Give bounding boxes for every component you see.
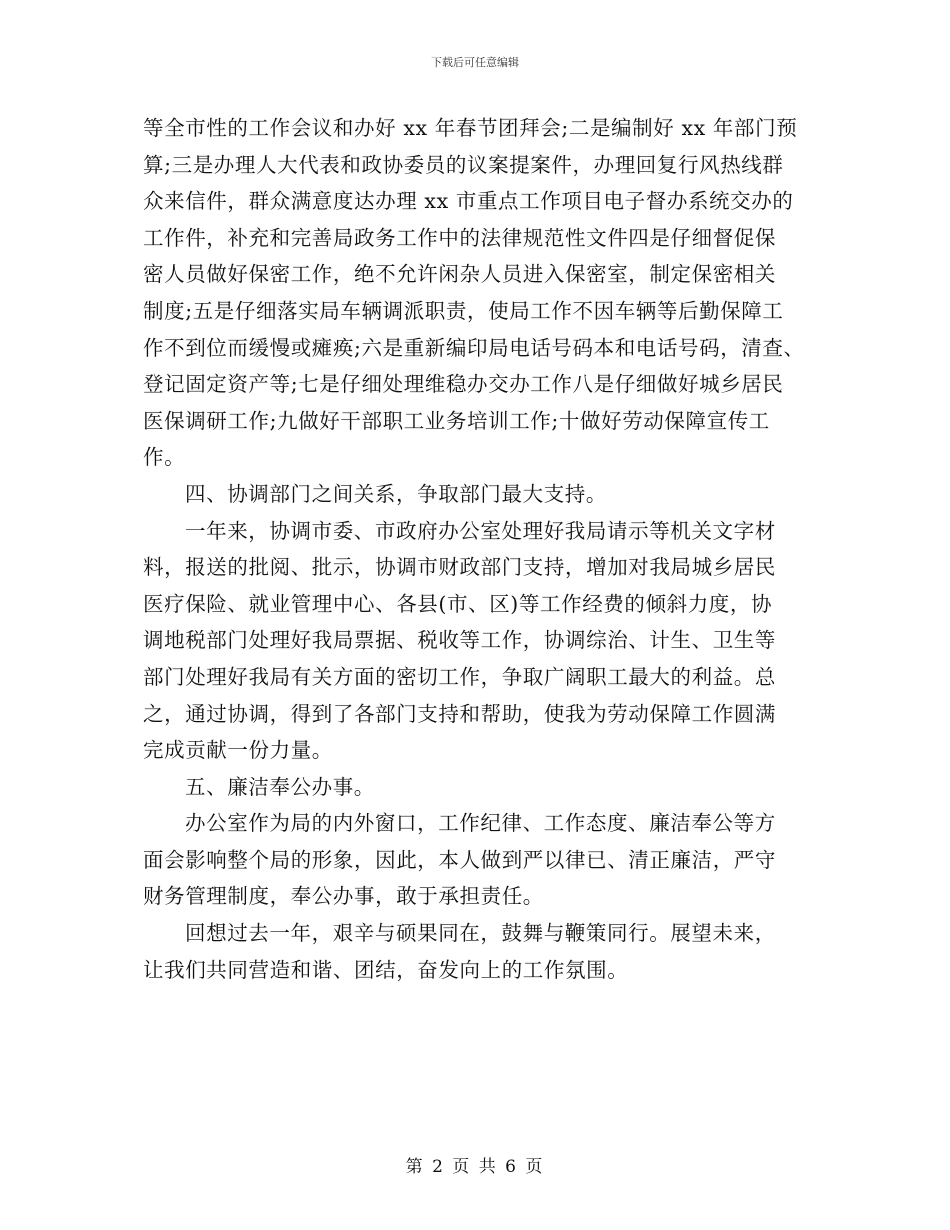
text-line: 作。 — [143, 445, 186, 470]
section-heading: 五、廉洁奉公办事。 — [185, 774, 375, 799]
text-line: 调地税部门处理好我局票据、税收等工作，协调综治、计生、卫生等 — [143, 628, 776, 653]
text-line: 完成贡献一份力量。 — [143, 738, 333, 763]
text-line: 医保调研工作;九做好干部职工业务培训工作;十做好劳动保障宣传工 — [143, 408, 770, 433]
text-line: 密人员做好保密工作，绝不允许闲杂人员进入保密室，制定保密相关 — [143, 262, 776, 287]
page-header: 下载后可任意编辑 — [431, 56, 519, 69]
text-line: 医疗保险、就业管理中心、各县(市、区)等工作经费的倾斜力度，协 — [143, 591, 773, 616]
text-line: 算;三是办理人大代表和政协委员的议案提案件，办理回复行风热线群 — [143, 152, 784, 177]
text-line: 制度;五是仔细落实局车辆调派职责，使局工作不因车辆等后勤保障工 — [143, 298, 784, 323]
text-line: 财务管理制度，奉公办事，敢于承担责任。 — [143, 884, 544, 909]
text-line: 面会影响整个局的形象，因此，本人做到严以律已、清正廉洁，严守 — [143, 847, 776, 872]
document-body — [143, 110, 815, 988]
text-line: 作不到位而缓慢或瘫痪;六是重新编印局电话号码本和电话号码，清查、 — [143, 335, 805, 360]
text-line: 登记固定资产等;七是仔细处理维稳办交办工作八是仔细做好城乡居民 — [143, 372, 784, 397]
text-line: 让我们共同营造和谐、团结，奋发向上的工作氛围。 — [143, 957, 629, 982]
text-line: 工作件，补充和完善局政务工作中的法律规范性文件四是仔细督促保 — [143, 225, 776, 250]
text-line: 众来信件，群众满意度达办理 xx 市重点工作项目电子督办系统交办的 — [143, 189, 794, 214]
text-line: 等全市性的工作会议和办好 xx 年春节团拜会;二是编制好 xx 年部门预 — [143, 116, 798, 140]
text-line: 之，通过协调，得到了各部门支持和帮助，使我为劳动保障工作圆满 — [143, 701, 776, 726]
text-line: 回想过去一年，艰辛与硕果同在，鼓舞与鞭策同行。展望未来， — [185, 921, 776, 946]
text-line: 部门处理好我局有关方面的密切工作，争取广阔职工最大的利益。总 — [143, 664, 776, 689]
section-heading: 四、协调部门之间关系，争取部门最大支持。 — [185, 481, 607, 506]
page-number-footer: 第 2 页 共 6 页 — [405, 1157, 545, 1177]
text-line: 办公室作为局的内外窗口，工作纪律、工作态度、廉洁奉公等方 — [185, 811, 776, 836]
text-line: 料，报送的批阅、批示，协调市财政部门支持，增加对我局城乡居民 — [143, 555, 776, 580]
text-line: 一年来，协调市委、市政府办公室处理好我局请示等机关文字材 — [185, 518, 776, 543]
